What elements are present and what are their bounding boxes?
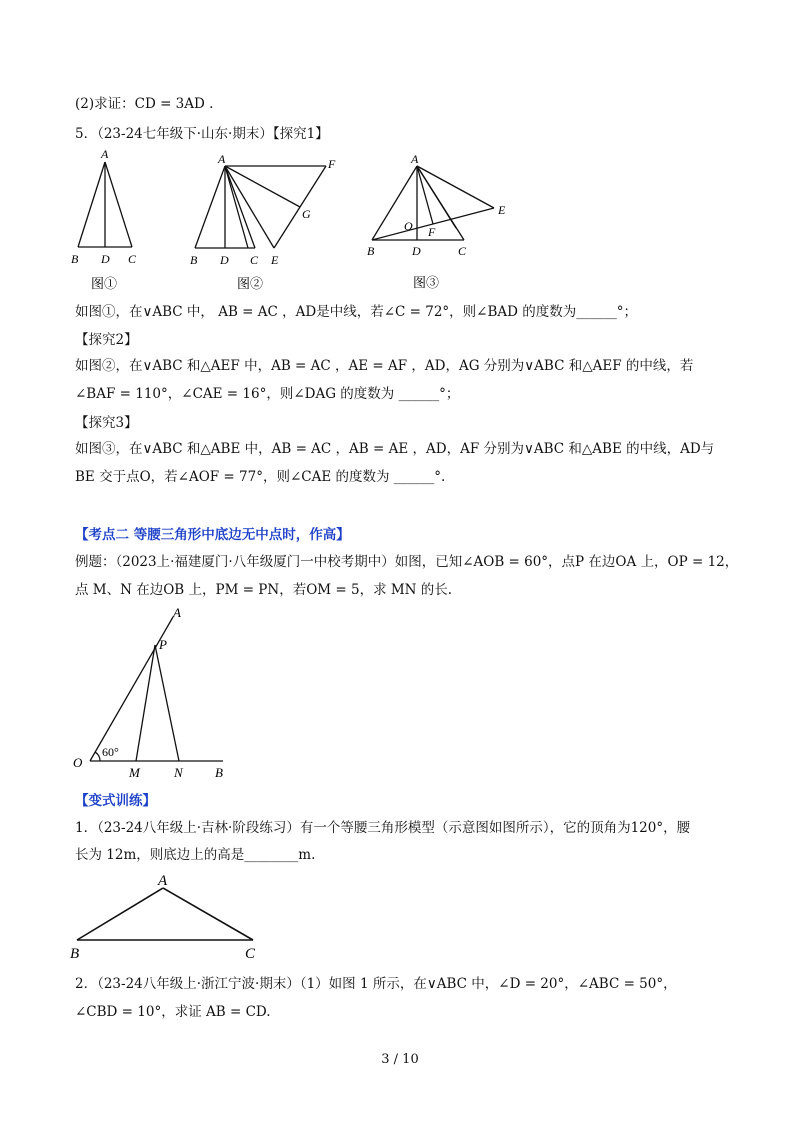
fig2-label-g: G [302,207,311,221]
explore-2-question-line2: ∠BAF = 110°，∠CAE = 16°，则∠DAG 的度数为 ______°； [75,386,460,402]
example-question-line2: 点 M、N 在边OB 上，PM = PN，若OM = 5，求 MN 的长. [75,582,453,598]
fig4-label-p: P [159,637,167,652]
fig2-label-d: D [220,253,229,267]
explore-2-title: 【探究2】 [75,332,138,348]
fig5-label-c: C [245,946,256,962]
fig4-label-m: M [129,765,140,780]
section-heading-point-2: 【考点二 等腰三角形中底边无中点时，作高】 [75,527,350,543]
practice-2-line1: 2．（23-24八年级上·浙江宁波·期末）（1）如图 1 所示，在∨ABC 中，∠D = 20°，∠ABC = 50°， [75,976,677,992]
practice-1-line1: 1．（23-24八年级上·吉林·阶段练习）有一个等腰三角形模型（示意图如图所示），它的顶角为120°，腰 [75,820,691,836]
page-number: 3 / 10 [381,1052,419,1067]
fig3-label-a: A [411,152,419,166]
explore-3-question-line1: 如图③，在∨ABC 和△ABE 中，AB = AC ，AB = AE ，AD，AF 分别为∨ABC 和△ABE 的中线，AD与 [75,441,715,457]
fig4-label-a: A [173,605,181,620]
explore-1-question: 如图①，在∨ABC 中， AB = AC ，AD是中线，若∠C = 72°，则∠BAD 的度数为______°； [75,304,638,320]
fig5-label-b: B [70,946,80,962]
fig5-label-a: A [158,873,168,889]
figure-example [65,603,245,783]
fig2-caption: 图② [237,276,264,291]
fig4-label-b: B [215,765,223,780]
fig1-caption: 图① [91,276,118,291]
figure-isosceles [65,868,275,968]
fig4-label-n: N [174,765,183,780]
fig3-label-o: O [404,219,413,233]
explore-3-title: 【探究3】 [75,415,138,431]
fig1-label-b: B [71,252,79,266]
practice-2-line2: ∠CBD = 10°，求证 AB = CD. [75,1004,271,1020]
fig1-label-d: D [101,252,110,266]
fig3-label-f: F [428,225,436,239]
fig1-label-a: A [101,147,109,161]
example-question-line1: 例题：（2023上·福建厦门·八年级厦门一中校考期中）如图，已知∠AOB = 60°，点P 在边OA 上，OP = 12， [75,554,739,570]
fig2-label-b: B [190,253,198,267]
fig3-label-c: C [458,244,467,258]
fig3-caption: 图③ [413,275,440,290]
figure-1 [65,142,155,297]
fig3-label-d: D [412,244,421,258]
fig3-label-e: E [498,203,506,217]
fig2-label-a: A [218,152,226,166]
proof-statement: (2)求证：CD = 3AD . [75,96,214,112]
figure-2 [180,148,355,298]
fig3-label-b: B [367,244,375,258]
explore-3-question-line2: BE 交于点O，若∠AOF = 77°，则∠CAE 的度数为 ______°. [75,469,446,485]
fig1-label-c: C [128,252,137,266]
fig4-angle-label: 60° [102,745,119,759]
problem-5-title: 5．（23-24七年级下·山东·期末）【探究1】 [75,126,329,142]
section-heading-practice: 【变式训练】 [75,793,156,809]
figure-3 [360,148,530,298]
fig4-label-o: O [73,755,83,770]
practice-1-line2: 长为 12m，则底边上的高是________m. [75,847,316,863]
fig2-label-f: F [328,157,336,171]
explore-2-question-line1: 如图②，在∨ABC 和△AEF 中，AB = AC ，AE = AF ，AD，AG 分别为∨ABC 和△AEF 的中线，若 [75,358,694,374]
fig2-label-c: C [250,253,259,267]
fig2-label-e: E [271,253,279,267]
